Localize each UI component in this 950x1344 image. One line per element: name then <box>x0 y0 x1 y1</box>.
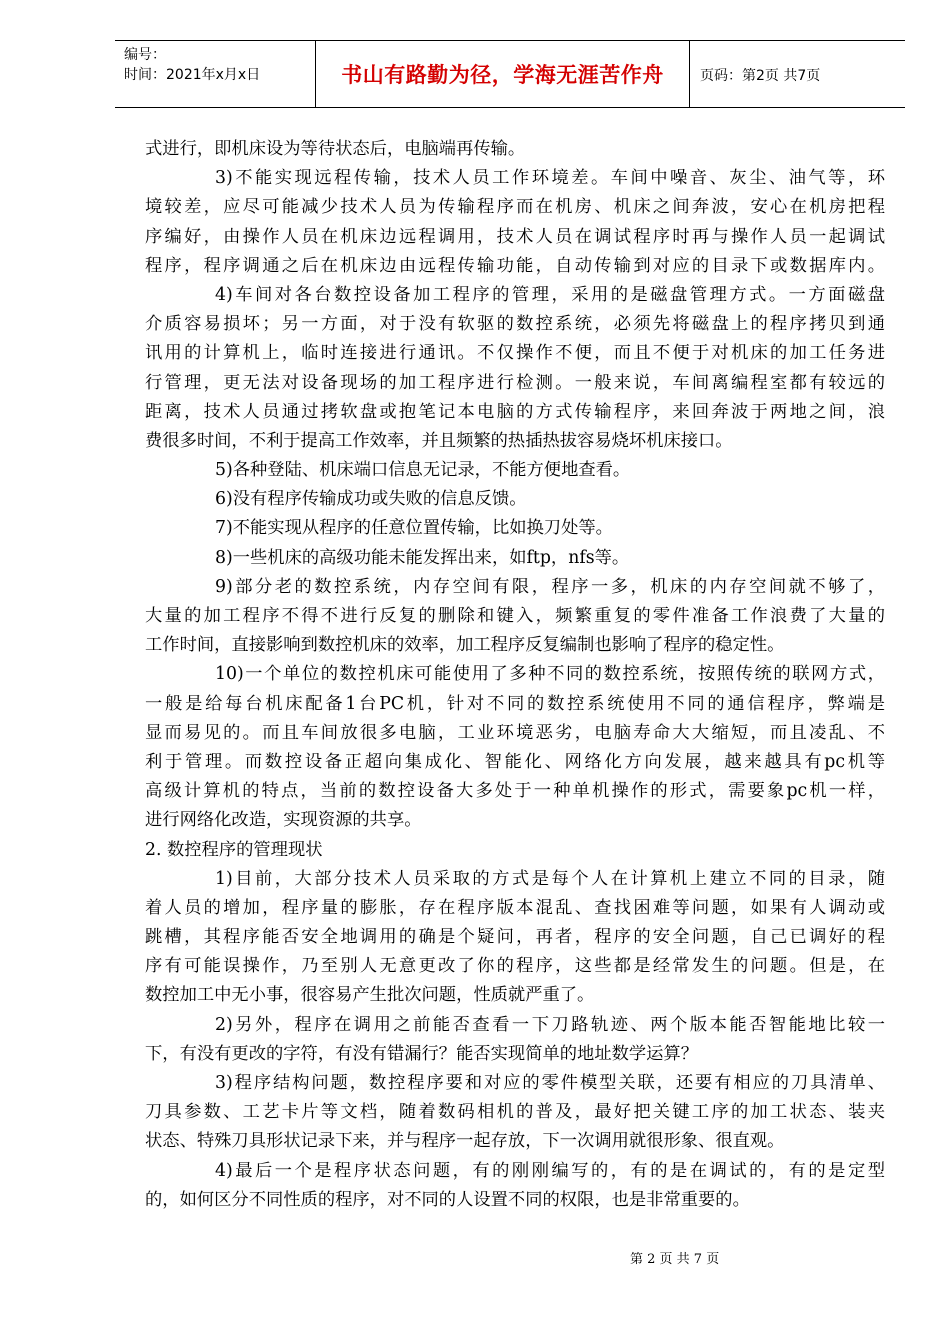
text-line: 4)车间对各台数控设备加工程序的管理，采用的是磁盘管理方式。一方面磁盘 <box>215 284 885 305</box>
text-line: 3)不能实现远程传输，技术人员工作环境差。车间中噪音、灰尘、油气等，环 <box>215 168 885 189</box>
text-line: 跳槽，其程序能否安全地调用的确是个疑问，再者，程序的安全问题，自己已调好的程 <box>145 927 885 948</box>
text-line: 3)程序结构问题，数控程序要和对应的零件模型关联，还要有相应的刀具清单、 <box>215 1073 885 1093</box>
text-line: 费很多时间，不利于提高工作效率，并且频繁的热插热拔容易烧坏机床接口。 <box>145 430 733 451</box>
time-label: 时间：2021年x月x日 <box>124 67 261 83</box>
text-line: 显而易见的。而且车间放很多电脑，工业环境恶劣，电脑寿命大大缩短，而且凌乱、不 <box>145 722 885 743</box>
text-line: 程序，程序调通之后在机床边由远程传输功能，自动传输到对应的目录下或数据库内。 <box>145 255 885 276</box>
text-line: 6)没有程序传输成功或失败的信息反馈。 <box>215 489 527 510</box>
text-line: 刀具参数、工艺卡片等文档，随着数码相机的普及，最好把关键工序的加工状态、装夹 <box>145 1102 885 1123</box>
text-line: 讯用的计算机上，临时连接进行通讯。不仅操作不便，而且不便于对机床的加工任务进 <box>145 343 885 364</box>
serial-label: 编号： <box>124 47 166 63</box>
text-line: 进行网络化改造，实现资源的共享。 <box>145 810 422 831</box>
text-line: 数控加工中无小事，很容易产生批次问题，性质就严重了。 <box>145 985 595 1006</box>
text-line: 下，有没有更改的字符，有没有错漏行？能否实现简单的地址数学运算？ <box>145 1043 699 1064</box>
section-heading: 2. 数控程序的管理现状 <box>145 839 323 860</box>
page-header <box>115 40 905 108</box>
header-meta <box>115 41 316 107</box>
text-line: 利于管理。而数控设备正超向集成化、智能化、网络化方向发展，越来越具有pc机等 <box>145 751 885 772</box>
text-line: 高级计算机的特点，当前的数控设备大多处于一种单机操作的形式，需要象pc机一样， <box>145 781 885 802</box>
text-line: 5)各种登陆、机床端口信息无记录，不能方便地查看。 <box>215 460 631 481</box>
text-line: 行管理，更无法对设备现场的加工程序进行检测。一般来说，车间离编程室都有较远的 <box>145 372 885 393</box>
text-line: 2)另外，程序在调用之前能否查看一下刀路轨迹、两个版本能否智能地比较一 <box>215 1014 885 1035</box>
text-line: 序有可能误操作，乃至别人无意更改了你的程序，这些都是经常发生的问题。但是，在 <box>145 956 885 977</box>
header-motto <box>316 41 690 107</box>
text-line: 距离，技术人员通过拷软盘或抱笔记本电脑的方式传输程序，来回奔波于两地之间，浪 <box>145 401 885 422</box>
text-line: 序编好，由操作人员在机床边远程调用，技术人员在调试程序时再与操作人员一起调试 <box>145 226 885 247</box>
text-line: 的，如何区分不同性质的程序，对不同的人设置不同的权限，也是非常重要的。 <box>145 1189 750 1210</box>
text-line: 境较差，应尽可能减少技术人员为传输程序而在机房、机床之间奔波，安心在机房把程 <box>145 197 885 218</box>
text-line: 状态、特殊刀具形状记录下来，并与程序一起存放，下一次调用就很形象、很直观。 <box>145 1131 785 1152</box>
text-line: 工作时间，直接影响到数控机床的效率，加工程序反复编制也影响了程序的稳定性。 <box>145 635 785 656</box>
text-line: 8)一些机床的高级功能未能发挥出来，如ftp，nfs等。 <box>215 547 630 568</box>
text-line: 9)部分老的数控系统，内存空间有限，程序一多，机床的内存空间就不够了， <box>215 576 885 597</box>
text-line: 7)不能实现从程序的任意位置传输，比如换刀处等。 <box>215 518 613 539</box>
text-line: 着人员的增加，程序量的膨胀，存在程序版本混乱、查找困难等问题，如果有人调动或 <box>145 897 885 918</box>
text-line: 4)最后一个是程序状态问题，有的刚刚编写的，有的是在调试的，有的是定型 <box>215 1160 885 1181</box>
page-info-text: 页码：第2页 共7页 <box>700 68 821 84</box>
text-line: 1)目前，大部分技术人员采取的方式是每个人在计算机上建立不同的目录，随 <box>215 868 885 889</box>
footer-page-number: 第 2 页 共 7 页 <box>630 1252 720 1267</box>
text-line: 大量的加工程序不得不进行反复的删除和键入，频繁重复的零件准备工作浪费了大量的 <box>145 606 885 626</box>
text-line: 介质容易损坏；另一方面，对于没有软驱的数控系统，必须先将磁盘上的程序拷贝到通 <box>145 314 885 335</box>
text-line: 式进行，即机床设为等待状态后，电脑端再传输。 <box>145 139 526 159</box>
header-page-info <box>690 41 905 107</box>
text-line: 一般是给每台机床配备1台PC机，针对不同的数控系统使用不同的通信程序，弊端是 <box>145 693 885 714</box>
motto-text: 书山有路勤为径，学海无涯苦作舟 <box>341 63 664 87</box>
text-line: 10)一个单位的数控机床可能使用了多种不同的数控系统，按照传统的联网方式， <box>215 664 885 685</box>
document-body <box>145 135 885 1215</box>
